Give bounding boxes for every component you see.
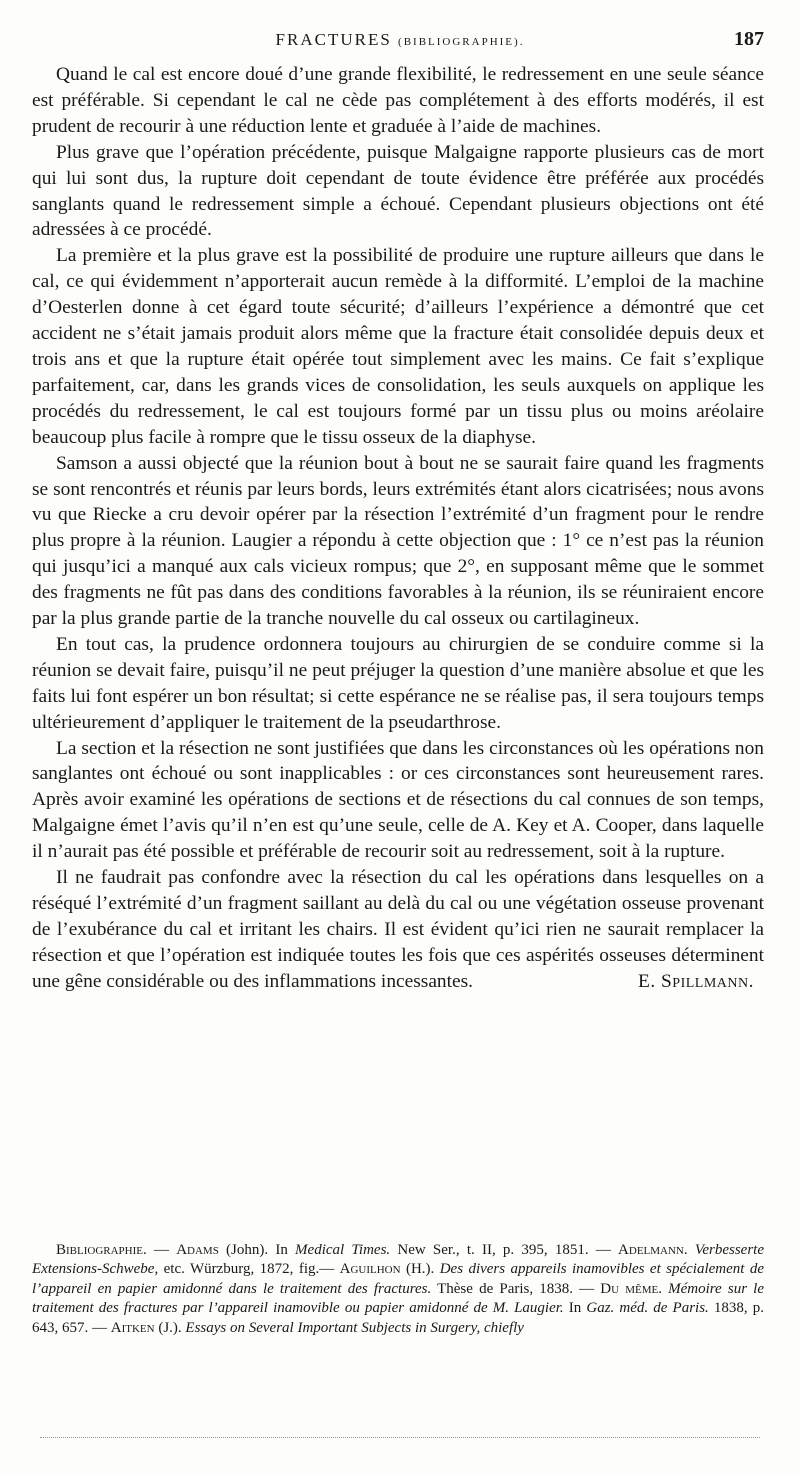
running-title-sub: (BIBLIOGRAPHIE). [398, 36, 525, 48]
bib-journal: Gaz. méd. de Paris. [586, 1300, 709, 1317]
page-header [36, 26, 764, 56]
bib-text: Thèse de Paris, 1838. — [431, 1280, 601, 1297]
paragraph: Quand le cal est encore doué d’une grande flexibilité, le redressement en une seule séance est préférable. Si cependant le cal ne cède pas complétement à des efforts modérés, il est prudent de recourir à une réduction lente et graduée à l’aide de machines. [32, 64, 764, 137]
bottom-dotted-rule [40, 1437, 760, 1438]
bib-text: (H.). [400, 1261, 440, 1278]
author-signature: E. Spillmann. [637, 970, 754, 992]
bibliography-heading: Bibliographie. [56, 1242, 147, 1258]
paragraph: La section et la résection ne sont justifiées que dans les circonstances où les opérations non sanglantes ont échoué ou sont inapplicables : or ces circonstances sont heureusement rares. Après avoir examiné les opérations de sections et de résections du cal connues de son temps, Malgaigne émet l’avis qu’il n’en est qu’une seule, celle de A. Key et A. Cooper, dans laquelle il n’aurait pas été possible et préférable de recourir soit au redressement, soit à la rupture. [32, 737, 764, 863]
paragraph: Samson a aussi objecté que la réunion bout à bout ne se saurait faire quand les fragments se sont rencontrés et réunis par leurs bords, leurs extrémités étant alors cicatrisées; nous avons vu que Riecke a cru devoir opérer par la résection l’extrémité d’un fragment pour le rendre plus propre à la réunion. Laugier a répondu à cette objection que : 1° ce n’est pas la réunion qui jusqu’ici a manqué aux cals vicieux rompus; que 2°, en supposant même que le sommet des fragments ne fût pas dans des conditions favorables à la réunion, ils se réuniraient encore par la plus grande partie de la tranche nouvelle du cal osseux ou cartilagineux. [32, 452, 764, 630]
bib-author: Aitken [110, 1319, 155, 1336]
bibliography: Bibliographie. — Adams (John). In Medical Times. New Ser., t. II, p. 395, 1851. — Adelmann. Verbesserte Extensions-Schwebe, etc. Würzburg, 1872, fig.— Aguilhon (H.). Des divers appareils inamovibles et spécialement de l’appareil en papier amidonné dans le traitement des fractures. Thèse de Paris, 1838. — Du même. Mémoire sur le traitement des fractures par l’appareil inamovible ou papier amidonné de M. Laugier. In Gaz. méd. de Paris. 1838, p. 643, 657. — Aitken (J.). Essays on Several Important Subjects in Surgery, chiefly [32, 1242, 765, 1336]
body-text [32, 62, 764, 995]
bib-title: Verbesserte Extensions-Schwebe, [32, 1242, 764, 1278]
last-paragraph-text: Il ne faudrait pas confondre avec la résection du cal les opérations dans lesquelles on a réséqué l’extrémité d’un fragment saillant au delà du cal ou une végétation osseuse provenant de l’exubérance du cal et irritant les chairs. Il est évident qu’ici rien ne saurait remplacer la résection et que l’opération est indiquée toutes les fois que ces aspérités osseuses déterminent une gêne considérable ou des inflammations incessantes. [32, 867, 764, 992]
bib-text: New Ser., t. II, p. 395, 1851. — [390, 1242, 619, 1258]
paragraph: La première et la plus grave est la possibilité de produire une rupture ailleurs que dans le cal, ce qui évidemment n’apporterait aucun remède à la difformité. L’emploi de la machine d’Oesterlen donne à cet égard toute sécurité; d’ailleurs l’expérience a démontré que cet accident ne s’était jamais produit alors même que la fracture était consolidée depuis deux et trois ans et que la rupture était opérée tout simplement avec les mains. Ce fait s’explique parfaitement, car, dans les grands vices de consolidation, les seuls auxquels on applique les procédés du redressement, le cal est toujours formé par un tissu plus ou moins aréolaire beaucoup plus facile à rompre que le tissu osseux de la diaphyse. [32, 245, 764, 448]
bib-text: In [563, 1300, 587, 1317]
last-paragraph [32, 865, 764, 995]
bib-text: 1838, p. 643, 657. — [32, 1300, 765, 1336]
bib-title: Des divers appareils inamovibles et spécialement de l’appareil en papier amidonné dans le traitement des fractures. [32, 1261, 764, 1297]
running-title [36, 30, 764, 50]
bib-text: (J.). [154, 1319, 186, 1336]
bib-text: etc. Würzburg, 1872, fig.— [158, 1261, 340, 1278]
page-number: 187 [734, 28, 764, 50]
bib-author: Adams [176, 1242, 219, 1258]
paragraph: Plus grave que l’opération précédente, puisque Malgaigne rapporte plusieurs cas de mort qui lui sont dus, la rupture doit cependant de toute évidence être préférée aux procédés sanglants quand le redressement simple a échoué. Cependant plusieurs objections ont été adressées à ce procédé. [32, 141, 764, 241]
bib-journal: Medical Times. [295, 1242, 391, 1258]
bib-author: Du même. [600, 1280, 662, 1297]
running-title-main: FRACTURES [275, 30, 392, 49]
bib-author: Aguilhon [339, 1261, 401, 1278]
bib-title: Essays on Several Important Subjects in Surgery, chiefly [185, 1319, 524, 1336]
bib-author: Adelmann. [618, 1242, 688, 1258]
bib-title: Mémoire sur le traitement des fractures par l’appareil inamovible ou papier amidonné de M. Laugier. [32, 1280, 765, 1317]
bib-text: (John). In [218, 1242, 296, 1258]
paragraph: En tout cas, la prudence ordonnera toujours au chirurgien de se conduire comme si la réunion se devait faire, puisqu’il ne peut préjuger la question d’une manière absolue et que les faits lui font espérer un bon résultat; si cette espérance ne se réalise pas, il sera toujours temps ultérieurement d’appliquer le traitement de la pseudarthrose. [32, 633, 764, 733]
